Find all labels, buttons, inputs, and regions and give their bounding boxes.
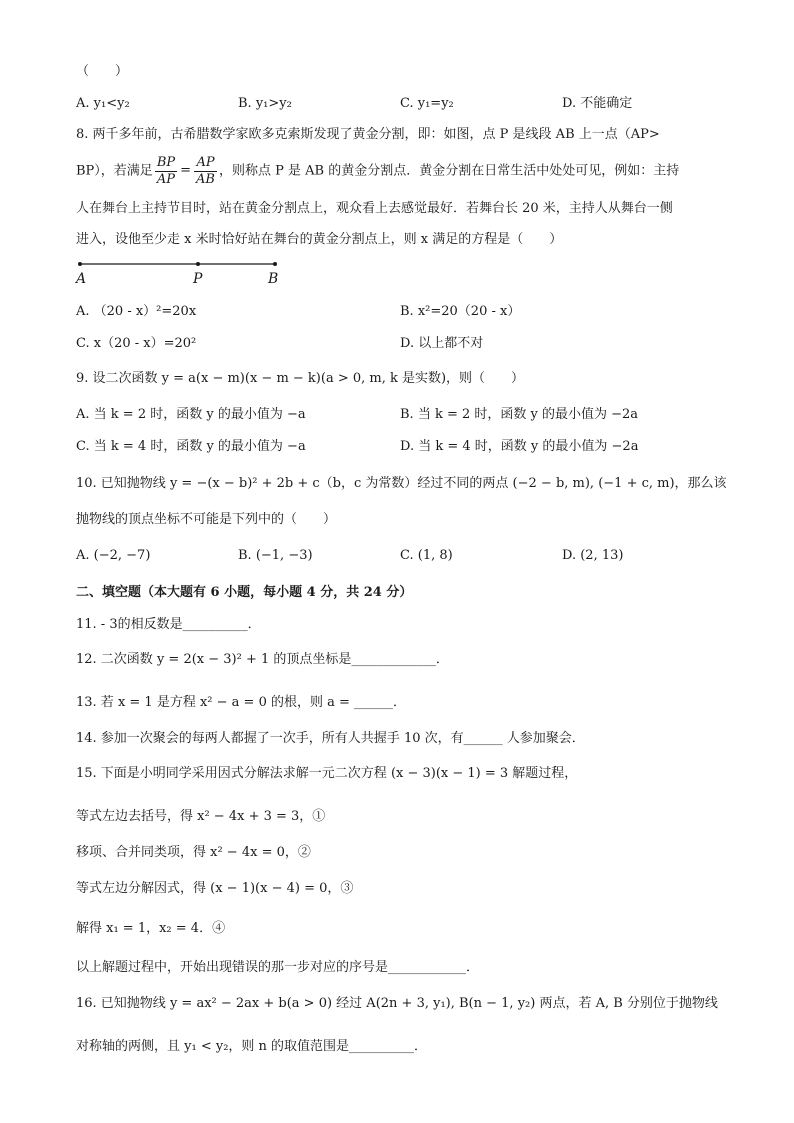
point-p-label: P [193,271,203,287]
q16-stem-line2: 对称轴的两侧，且 y₁ < y₂，则 n 的取值范围是__________． [76,1039,428,1054]
q10-option-b: B. (−1, −3) [238,548,313,563]
point-a-dot [78,262,82,266]
q8-option-a: A. （20 - x）²=20x [76,304,197,319]
point-b-label: B [268,271,279,287]
q8-option-b: B. x²=20（20 - x） [400,304,521,319]
section-fill-in-title: 二、填空题（本大题有 6 小题，每小题 4 分，共 24 分） [76,585,413,600]
q8-stem-line1: 8. 两千多年前，古希腊数学家欧多克索斯发现了黄金分割，即：如图，点 P 是线段 AB 上一点（AP> [76,127,660,142]
q7-option-b: B. y₁>y₂ [238,96,292,111]
q13: 13. 若 x = 1 是方程 x² − a = 0 的根，则 a = ______． [76,695,407,710]
point-b-dot [273,262,277,266]
equals-sign: = [180,163,192,178]
point-p-dot [196,262,200,266]
q9-option-b: B. 当 k = 2 时，函数 y 的最小值为 −2a [400,407,639,422]
q7-option-c: C. y₁=y₂ [400,96,454,111]
point-a-label: A [76,271,87,287]
fraction-ap-ab: $\frac{AP}{AB}$ [196,154,215,187]
q15-stem: 15. 下面是小明同学采用因式分解法求解一元二次方程 (x − 3)(x − 1) = 3 解题过程， [76,766,578,781]
fraction-bp-ap: $\frac{BP}{AP}$ [156,154,176,187]
q15-step4: 解得 x₁ = 1，x₂ = 4．④ [76,921,226,936]
q7-option-a: A. y₁<y₂ [76,96,130,111]
q9-option-c: C. 当 k = 4 时，函数 y 的最小值为 −a [76,439,306,454]
q8-stem-line2 [76,153,679,190]
q15-step3: 等式左边分解因式，得 (x − 1)(x − 4) = 0，③ [76,881,354,896]
q10-stem-line1: 10. 已知抛物线 y = −(x − b)² + 2b + c（b，c 为常数）经过不同的两点 (−2 − b, m), (−1 + c, m)，那么该 [76,476,727,491]
q16-stem-line1: 16. 已知抛物线 y = ax² − 2ax + b(a > 0) 经过 A(2n + 3, y₁), B(n − 1, y₂) 两点，若 A, B 分别位于抛物线 [76,996,718,1011]
q9-option-a: A. 当 k = 2 时，函数 y 的最小值为 −a [76,407,306,422]
q8-line2-post: ，则称点 P 是 AB 的黄金分割点．黄金分割在日常生活中处处可见，例如：主持 [218,163,680,179]
q15-ask: 以上解题过程中，开始出现错误的那一步对应的序号是____________． [76,960,480,975]
q10-option-c: C. (1, 8) [400,548,453,563]
q8-line2-pre: BP），若满足 [76,163,153,179]
q10-stem-line2: 抛物线的顶点坐标不可能是下列中的（ ） [76,512,337,527]
q9-option-d: D. 当 k = 4 时，函数 y 的最小值为 −2a [400,439,639,454]
q7-option-d: D. 不能确定 [562,96,633,111]
q8-stem-line3: 人在舞台上主持节目时，站在黄金分割点上，观众看上去感觉最好．若舞台长 20 米，主持人从舞台一侧 [76,201,673,216]
q7-answer-bracket: （ ） [76,64,129,79]
q10-option-d: D. (2, 13) [562,548,624,563]
q15-step1: 等式左边去括号，得 x² − 4x + 3 = 3，① [76,809,326,824]
q14: 14. 参加一次聚会的每两人都握了一次手，所有人共握手 10 次，有______ 人参加聚会． [76,731,585,746]
q9-stem: 9. 设二次函数 y = a(x − m)(x − m − k)(a > 0, m, k 是实数)，则（ ） [76,371,525,386]
q11: 11. - 3的相反数是__________． [76,617,261,632]
q8-option-c: C. x（20 - x）=20² [76,336,197,351]
segment-ab-figure [72,258,292,272]
q10-option-a: A. (−2, −7) [76,548,151,563]
q12: 12. 二次函数 y = 2(x − 3)² + 1 的顶点坐标是_____________． [76,652,449,667]
q15-step2: 移项、合并同类项，得 x² − 4x = 0，② [76,845,311,860]
q8-stem-line4: 进入，设他至少走 x 米时恰好站在舞台的黄金分割点上，则 x 满足的方程是（ ） [76,232,563,247]
q8-option-d: D. 以上都不对 [400,336,484,351]
